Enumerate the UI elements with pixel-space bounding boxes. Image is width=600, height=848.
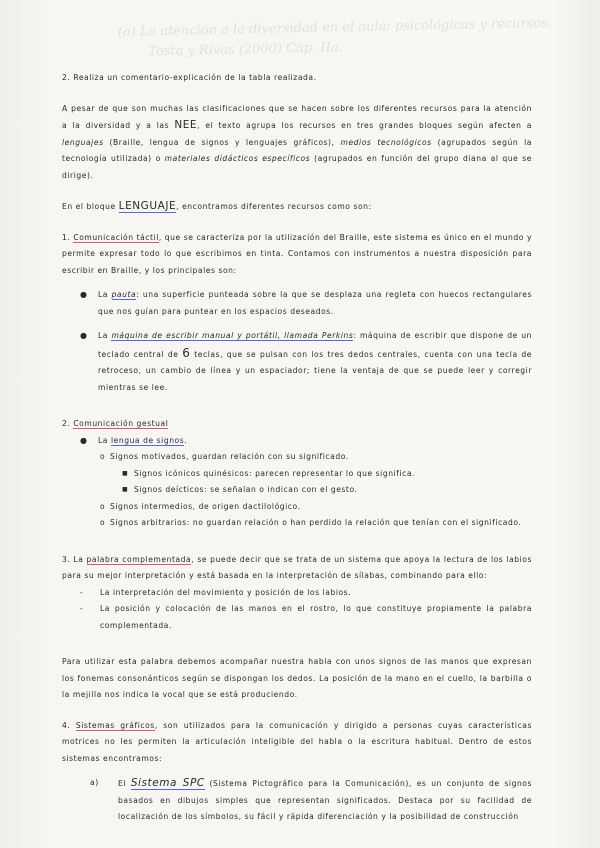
- bleed-through-line-1: (a) La atención a la diversidad en el aula: psicológicas y recursos.: [117, 15, 553, 40]
- bloque-lenguaje-line: En el bloque LENGUAJE, encontramos diferentes recursos como son:: [62, 200, 372, 212]
- section-2-heading: 2. Realiza un comentario-explicación de la tabla realizada.: [62, 73, 317, 82]
- item-1-bullet-list: [62, 287, 532, 396]
- bullet-marker: ●: [80, 331, 88, 340]
- square-marker: ■: [122, 486, 129, 493]
- bleed-through-line-2: Tosta y Rivas (2000) Cap. IIa.: [148, 40, 343, 60]
- list-item: - La interpretación del movimiento y posición de los labios.: [62, 585, 532, 602]
- medios-term: medios tecnológicos: [340, 137, 432, 147]
- list-item: o Signos arbitrarios: no guardan relación o han perdido la relación que tenían con el significado.: [62, 515, 532, 532]
- lenguajes-term: lenguajes: [62, 137, 104, 147]
- list-item: ● La lengua de signos.: [62, 433, 532, 450]
- dash-marker: -: [80, 604, 84, 613]
- circle-marker: o: [100, 518, 106, 527]
- item-4-paragraph: 4. Sistemas gráficos, son utilizados para la comunicación y dirigido a personas cuyas características motrices no les permiten la articulación inteligible del habla o la escritura habitual. Dentro de estos sistemas encontramos:: [62, 720, 533, 763]
- spc-term: Sistema SPC: [130, 777, 205, 789]
- item-3-dash-list: [62, 585, 532, 635]
- item-3-title: palabra complementada: [86, 554, 192, 564]
- circle-marker: o: [100, 501, 106, 511]
- six-digit: 6: [182, 345, 191, 360]
- section-heading-text: Realiza un comentario-explicación de la tabla realizada.: [73, 73, 317, 82]
- square-marker: ■: [122, 469, 129, 477]
- list-item: ● La máquina de escribir manual y portátil, llamada Perkins: máquina de escribir que dispone de un teclado central de 6 teclas, que se pulsan con los tres dedos centrales, cuenta con una tecla de retroceso, un cambio de línea y un espaciador; tiene la ventaja de que se puede leer y corregir mientras se lee.: [62, 328, 532, 396]
- item-2-title: Comunicación gestual: [73, 419, 169, 428]
- list-item: ■ Signos deícticos: se señalan o indican con el gesto.: [62, 482, 532, 499]
- lenguaje-keyword: LENGUAJE: [118, 200, 177, 212]
- nee-term: NEE: [174, 119, 198, 131]
- item-1-title: Comunicación táctil: [73, 232, 159, 242]
- list-item: ■ Signos icónicos quinésicos: parecen representar lo que significa.: [62, 466, 532, 483]
- item-2-list: [62, 433, 532, 532]
- item-4-title: Sistemas gráficos: [75, 720, 155, 730]
- list-item: o Signos motivados, guardan relación con su significado.: [62, 449, 532, 466]
- bullet-marker: ●: [80, 435, 88, 445]
- lengua-signos-term: lengua de signos: [110, 435, 185, 445]
- dash-marker: -: [80, 587, 84, 597]
- item-3-explanation: Para utilizar esta palabra debemos acompañar nuestra habla con unos signos de las manos que expresan los fonemas consonánticos según se dispongan los dedos. La posición de la mano en el cuello, la barbilla o la mejilla nos indica la vocal que se está produciendo.: [62, 657, 532, 699]
- bullet-marker: ●: [80, 290, 88, 299]
- list-item: ● La pauta: una superficie punteada sobre la que se desplaza una regleta con huecos rectangulares que nos guían para puntear en los espacios deseados.: [62, 287, 532, 320]
- bleed-through-text: [118, 13, 589, 63]
- pauta-term: pauta: [111, 290, 137, 299]
- item-2-title-line: 2. Comunicación gestual: [62, 419, 169, 428]
- document-body: [62, 70, 532, 826]
- materiales-term: materiales didácticos específicos: [164, 154, 311, 163]
- circle-marker: o: [100, 452, 106, 461]
- intro-paragraph: A pesar de que son muchas las clasificaciones que se hacen sobre los diferentes recursos para la atención a la diversidad y a las NEE, el texto agrupa los recursos en tres grandes bloques según afecten a lenguajes (Braille, lengua de signos y lenguajes gráficos), medios tecnológicos (agrupados según la tecnología utilizada) o materiales didácticos específicos (agrupados en función del grupo diana al que se dirige).: [62, 103, 533, 180]
- list-item: - La posición y colocación de las manos en el rostro, lo que constituye propiamente la palabra complementada.: [62, 601, 532, 634]
- alpha-marker: a): [90, 778, 99, 787]
- item-3-paragraph: 3. La palabra complementada, se puede decir que se trata de un sistema que apoya la lectura de los labios para su mejor interpretación y está basada en la interpretación de sílabas, combinando para ello:: [62, 554, 532, 580]
- item-4a: a) El Sistema SPC (Sistema Pictográfico para la Comunicación), es un conjunto de signos basados en dibujos simples que representan significados. Destaca por su facilidad de localización de los símbolos, su fácil y rápida diferenciación y la posibilidad de construcción: [90, 777, 533, 821]
- perkins-term: máquina de escribir manual y portátil, llamada Perkins: [111, 331, 354, 340]
- list-item: o Signos intermedios, de origen dactilológico.: [62, 499, 532, 516]
- item-1-paragraph: 1. Comunicación táctil, que se caracteriza por la utilización del Braille, este sistema es único en el mundo y permite expresar todo lo que escribimos en tinta. Contamos con instrumentos a nuestra disposición para escribir en Braille, y los principales son:: [62, 232, 532, 275]
